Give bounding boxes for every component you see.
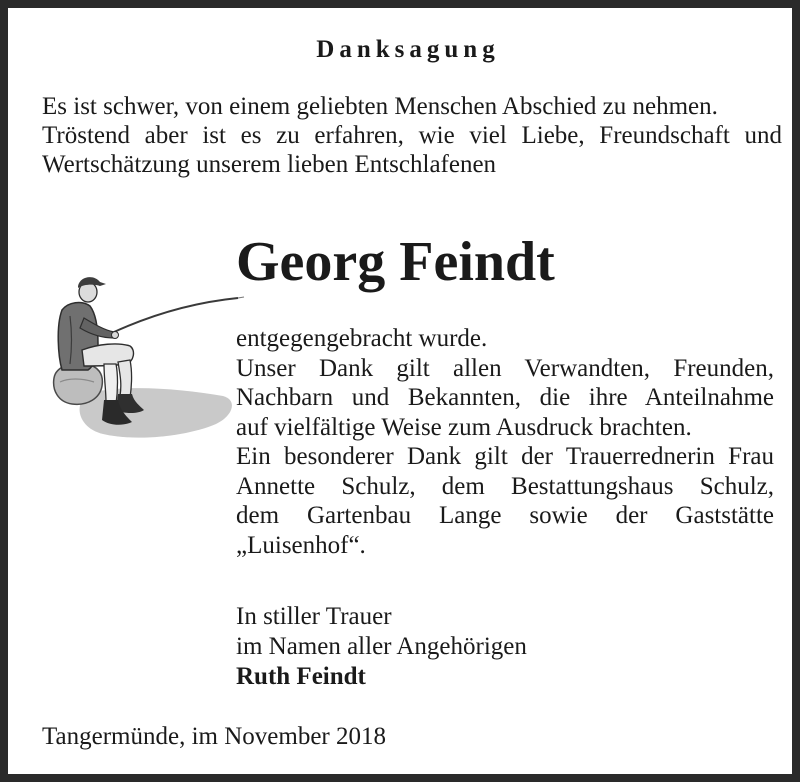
- body-paragraph: [236, 324, 774, 560]
- closing-block: [236, 602, 527, 692]
- deceased-name: Georg Feindt: [236, 231, 555, 293]
- closing-line: im Namen aller Angehörigen: [236, 633, 527, 660]
- intro-paragraph: [42, 92, 782, 179]
- fisherman-illustration: [48, 266, 248, 456]
- body-line: Annette Schulz, dem Bestattungshaus Schulz,: [236, 472, 774, 500]
- body-line: „Luisenhof“.: [236, 531, 366, 559]
- body-line: entgegengebracht wurde.: [236, 325, 488, 352]
- intro-line: Es ist schwer, von einem geliebten Menschen Abschied zu nehmen.: [42, 93, 718, 120]
- notice-heading: Danksagung: [316, 36, 500, 63]
- body-line: auf vielfältige Weise zum Ausdruck brachten.: [236, 413, 692, 441]
- closing-line: In stiller Trauer: [236, 603, 392, 630]
- body-line: Unser Dank gilt allen Verwandten, Freunden,: [236, 354, 774, 382]
- signer-name: Ruth Feindt: [236, 663, 366, 690]
- body-line: Nachbarn und Bekannten, die ihre Anteilnahme: [236, 384, 774, 411]
- intro-line: Tröstend aber ist es zu erfahren, wie viel Liebe, Freundschaft und: [42, 122, 782, 149]
- body-line: dem Gartenbau Lange sowie der Gaststätte: [236, 502, 774, 529]
- body-line: Ein besonderer Dank gilt der Trauerrednerin Frau: [236, 443, 774, 470]
- place-date: Tangermünde, im November 2018: [42, 723, 386, 750]
- intro-line: Wertschätzung unserem lieben Entschlafenen: [42, 151, 497, 178]
